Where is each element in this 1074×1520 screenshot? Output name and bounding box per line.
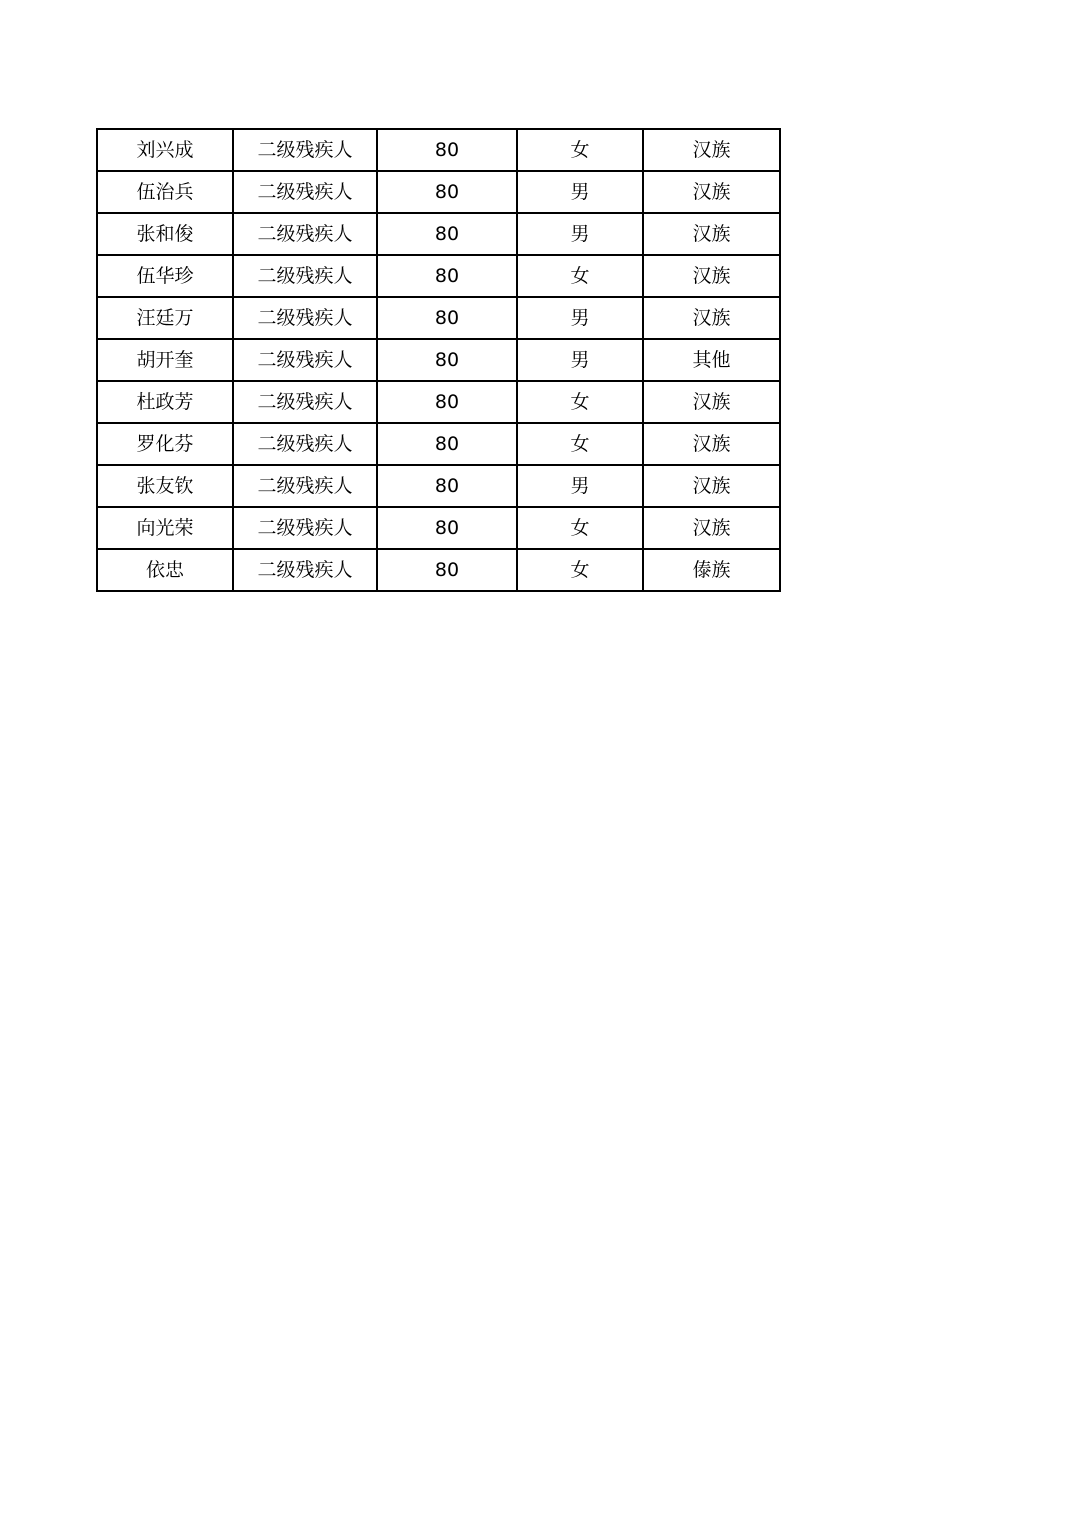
name-cell: 汪廷万: [97, 297, 233, 339]
table-body: [97, 129, 780, 591]
disability-level-cell: 二级残疾人: [233, 423, 377, 465]
amount-cell: 80: [377, 213, 517, 255]
name-cell: 伍华珍: [97, 255, 233, 297]
gender-cell: 男: [517, 213, 643, 255]
disability-level-cell: 二级残疾人: [233, 213, 377, 255]
disability-level-cell: 二级残疾人: [233, 171, 377, 213]
table-row: [97, 255, 780, 297]
ethnicity-cell: 汉族: [643, 129, 780, 171]
ethnicity-cell: 汉族: [643, 507, 780, 549]
gender-cell: 女: [517, 507, 643, 549]
table-row: [97, 171, 780, 213]
table-row: [97, 339, 780, 381]
table-row: [97, 213, 780, 255]
ethnicity-cell: 其他: [643, 339, 780, 381]
name-cell: 胡开奎: [97, 339, 233, 381]
amount-cell: 80: [377, 255, 517, 297]
amount-cell: 80: [377, 423, 517, 465]
disability-level-cell: 二级残疾人: [233, 465, 377, 507]
amount-cell: 80: [377, 381, 517, 423]
gender-cell: 男: [517, 465, 643, 507]
name-cell: 张友钦: [97, 465, 233, 507]
amount-cell: 80: [377, 171, 517, 213]
name-cell: 向光荣: [97, 507, 233, 549]
disability-level-cell: 二级残疾人: [233, 255, 377, 297]
name-cell: 张和俊: [97, 213, 233, 255]
table-row: [97, 549, 780, 591]
disability-level-cell: 二级残疾人: [233, 381, 377, 423]
ethnicity-cell: 汉族: [643, 297, 780, 339]
ethnicity-cell: 汉族: [643, 381, 780, 423]
gender-cell: 男: [517, 297, 643, 339]
gender-cell: 女: [517, 549, 643, 591]
amount-cell: 80: [377, 129, 517, 171]
gender-cell: 女: [517, 381, 643, 423]
gender-cell: 男: [517, 171, 643, 213]
ethnicity-cell: 汉族: [643, 171, 780, 213]
name-cell: 刘兴成: [97, 129, 233, 171]
ethnicity-cell: 汉族: [643, 255, 780, 297]
table-row: [97, 507, 780, 549]
name-cell: 杜政芳: [97, 381, 233, 423]
amount-cell: 80: [377, 339, 517, 381]
table-row: [97, 423, 780, 465]
ethnicity-cell: 汉族: [643, 465, 780, 507]
name-cell: 依忠: [97, 549, 233, 591]
amount-cell: 80: [377, 465, 517, 507]
disability-level-cell: 二级残疾人: [233, 549, 377, 591]
ethnicity-cell: 傣族: [643, 549, 780, 591]
ethnicity-cell: 汉族: [643, 423, 780, 465]
amount-cell: 80: [377, 297, 517, 339]
disability-level-cell: 二级残疾人: [233, 129, 377, 171]
disability-level-cell: 二级残疾人: [233, 339, 377, 381]
table-row: [97, 381, 780, 423]
disability-level-cell: 二级残疾人: [233, 507, 377, 549]
amount-cell: 80: [377, 549, 517, 591]
gender-cell: 女: [517, 129, 643, 171]
ethnicity-cell: 汉族: [643, 213, 780, 255]
table-row: [97, 465, 780, 507]
gender-cell: 女: [517, 423, 643, 465]
table-row: [97, 297, 780, 339]
table-row: [97, 129, 780, 171]
disability-level-cell: 二级残疾人: [233, 297, 377, 339]
gender-cell: 女: [517, 255, 643, 297]
name-cell: 罗化芬: [97, 423, 233, 465]
name-cell: 伍治兵: [97, 171, 233, 213]
data-table: [96, 128, 781, 592]
gender-cell: 男: [517, 339, 643, 381]
amount-cell: 80: [377, 507, 517, 549]
